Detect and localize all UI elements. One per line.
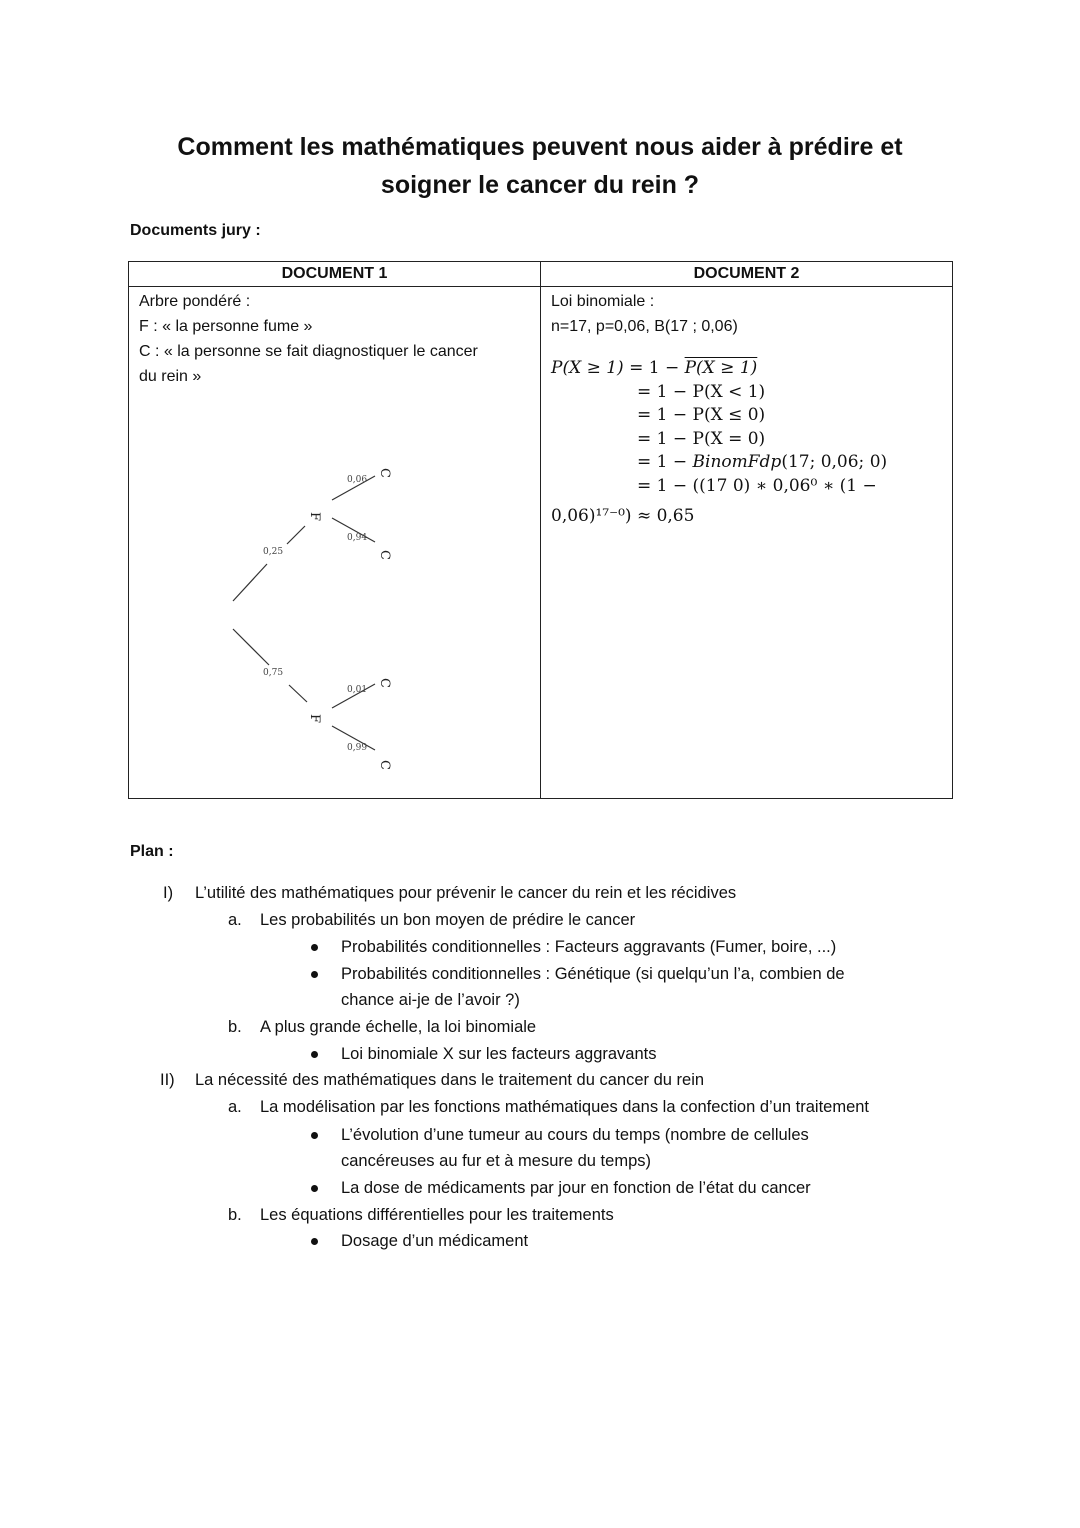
tree-branch (233, 629, 269, 665)
subsection-title: La modélisation par les fonctions mathématiques dans la confection d’un traitement (260, 1098, 870, 1116)
bullet-icon (311, 1238, 318, 1245)
document1-line: Arbre pondéré : (139, 293, 251, 310)
bullet-icon (311, 1132, 318, 1139)
document2-cell (541, 287, 953, 799)
bullet-item: L’évolution d’une tumeur au cours du temps (nombre de cellules (341, 1126, 809, 1144)
probability-tree (219, 412, 479, 792)
prob-label: 0,94 (347, 533, 368, 543)
math-row: P(X ≥ 1) = 1 − P(X ≥ 1) (551, 358, 758, 378)
bullet-icon (311, 1051, 318, 1058)
prob-label: 0,75 (263, 668, 284, 678)
binomial-computation (551, 357, 942, 529)
title-line-2: soigner le cancer du rein ? (380, 171, 700, 199)
bullet-item: Dosage d’un médicament (341, 1232, 529, 1250)
node-label: C (377, 468, 392, 478)
math-row: 0,06)¹⁷⁻⁰) ≈ 0,65 (551, 506, 695, 526)
node-label: C (377, 678, 392, 688)
node-label: F (307, 512, 322, 522)
documents-label: Documents jury : (130, 222, 261, 239)
tree-branch (233, 564, 267, 601)
prob-label: 0,01 (347, 685, 368, 695)
bullet-item: Loi binomiale X sur les facteurs aggravants (341, 1045, 657, 1063)
page-title (130, 128, 950, 204)
math-row: = 1 − P(X = 0) (637, 428, 766, 449)
section-marker: II) (160, 1071, 175, 1089)
document1-line: C : « la personne se fait diagnostiquer le cancer (139, 343, 478, 360)
section-title: La nécessité des mathématiques dans le traitement du cancer du rein (195, 1071, 705, 1089)
documents-table (128, 261, 953, 799)
bullet-item-continued: cancéreuses au fur et à mesure du temps) (341, 1152, 651, 1170)
node-label: C (377, 550, 392, 560)
prob-label: 0,06 (347, 475, 368, 485)
bullet-item: La dose de médicaments par jour en fonction de l’état du cancer (341, 1179, 811, 1197)
node-label: F (307, 714, 322, 724)
math-row: = 1 − ((17 0) ∗ 0,06⁰ ∗ (1 − (637, 475, 877, 496)
math-row: = 1 − BinomFdp(17; 0,06; 0) (637, 452, 888, 472)
document1-cell (129, 287, 541, 799)
document1-header: DOCUMENT 1 (129, 262, 541, 287)
prob-label: 0,99 (347, 743, 368, 753)
subsection-marker: b. (228, 1206, 242, 1224)
subsection-title: Les probabilités un bon moyen de prédire le cancer (260, 911, 636, 929)
subsection-marker: a. (228, 911, 242, 929)
subsection-title: Les équations différentielles pour les traitements (260, 1206, 614, 1224)
bullet-icon (311, 971, 318, 978)
title-line-1: Comment les mathématiques peuvent nous aider à prédire et (177, 133, 903, 161)
tree-branch (287, 526, 305, 544)
document2-line: Loi binomiale : (551, 293, 655, 310)
bullet-item: Probabilités conditionnelles : Génétique (si quelqu’un l’a, combien de (341, 965, 845, 983)
section-marker: I) (163, 884, 174, 902)
subsection-marker: a. (228, 1098, 242, 1116)
bullet-icon (311, 1185, 318, 1192)
document2-line: n=17, p=0,06, B(17 ; 0,06) (551, 318, 738, 335)
node-label: C (377, 760, 392, 770)
section-title: L’utilité des mathématiques pour prévenir le cancer du rein et les récidives (195, 884, 737, 902)
bullet-item-continued: chance ai-je de l’avoir ?) (341, 991, 520, 1009)
prob-label: 0,25 (263, 547, 284, 557)
math-row: = 1 − P(X < 1) (637, 381, 766, 402)
math-row: = 1 − P(X ≤ 0) (637, 405, 766, 425)
document1-line: F : « la personne fume » (139, 318, 313, 335)
bullet-item: Probabilités conditionnelles : Facteurs aggravants (Fumer, boire, ...) (341, 938, 837, 956)
plan-label: Plan : (130, 843, 174, 860)
subsection-marker: b. (228, 1018, 242, 1036)
document1-line: du rein » (139, 368, 202, 385)
tree-branch (289, 685, 307, 702)
document2-header: DOCUMENT 2 (541, 262, 953, 287)
subsection-title: A plus grande échelle, la loi binomiale (260, 1018, 537, 1036)
bullet-icon (311, 944, 318, 951)
